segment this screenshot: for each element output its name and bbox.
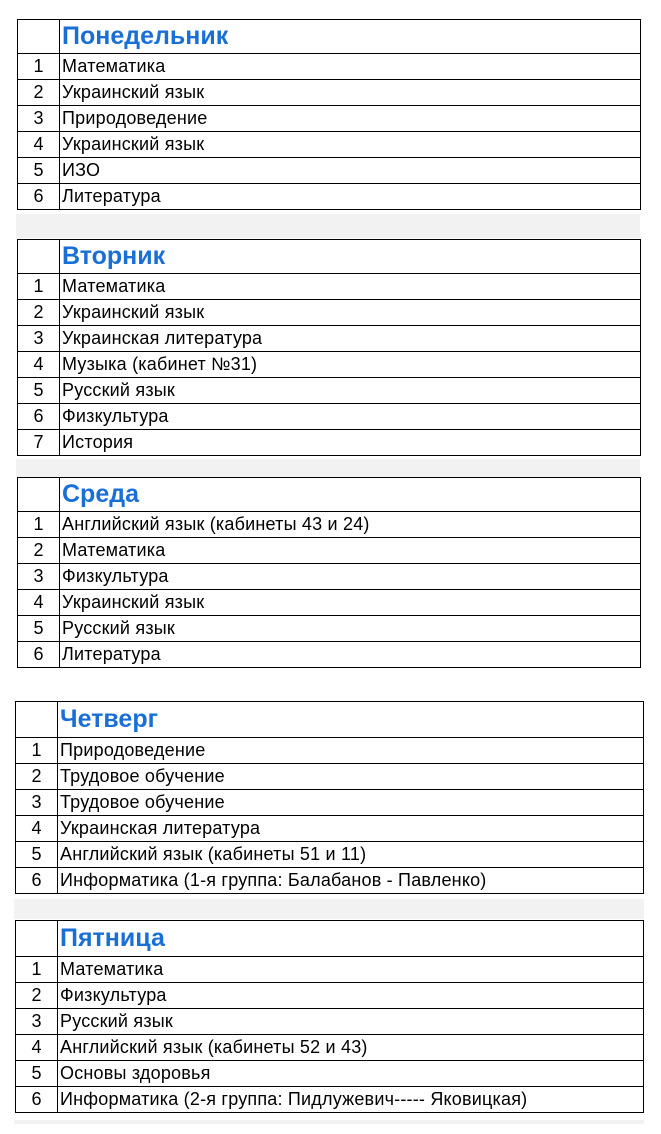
page-edge-top [16,214,640,238]
lesson-row [16,842,644,868]
day-header-row [18,20,641,54]
lesson-subject: Физкультура [58,983,644,1009]
lesson-number: 6 [16,1087,58,1113]
lesson-row [18,326,641,352]
lesson-row [16,1009,644,1035]
lesson-number: 6 [16,868,58,894]
day-table-tuesday [17,239,641,456]
day-header-blank [16,921,58,957]
lesson-row [18,158,641,184]
lesson-row [16,764,644,790]
lesson-number: 6 [18,404,60,430]
lesson-row [18,274,641,300]
lesson-number: 3 [18,106,60,132]
lesson-number: 5 [18,158,60,184]
lesson-row [18,80,641,106]
lesson-subject: Украинский язык [60,132,641,158]
lesson-number: 2 [18,80,60,106]
lesson-row [16,983,644,1009]
lesson-number: 3 [18,564,60,590]
lesson-number: 3 [16,790,58,816]
lesson-subject: Литература [60,184,641,210]
lesson-subject: Физкультура [60,404,641,430]
lesson-subject: Трудовое обучение [58,764,644,790]
lesson-row [18,642,641,668]
lesson-subject: Математика [60,54,641,80]
lesson-subject: Музыка (кабинет №31) [60,352,641,378]
lesson-row [16,738,644,764]
lesson-row [16,1061,644,1087]
lesson-subject: Информатика (1-я группа: Балабанов - Павленко) [58,868,644,894]
day-header-row [18,478,641,512]
lesson-subject: Русский язык [60,616,641,642]
lesson-number: 1 [18,274,60,300]
lesson-subject: Основы здоровья [58,1061,644,1087]
lesson-row [16,868,644,894]
lesson-subject: Украинская литература [58,816,644,842]
day-title: Понедельник [60,20,641,54]
lesson-number: 2 [16,983,58,1009]
day-header-blank [16,702,58,738]
lesson-row [18,132,641,158]
lesson-subject: Английский язык (кабинеты 43 и 24) [60,512,641,538]
lesson-row [18,300,641,326]
lesson-number: 1 [16,957,58,983]
lesson-subject: Математика [60,274,641,300]
lesson-number: 2 [18,300,60,326]
lesson-row [16,790,644,816]
lesson-subject: Физкультура [60,564,641,590]
day-table-monday [17,19,641,210]
lesson-row [18,512,641,538]
lesson-subject: История [60,430,641,456]
lesson-row [18,590,641,616]
lesson-subject: Природоведение [58,738,644,764]
lesson-subject: Математика [60,538,641,564]
lesson-subject: Трудовое обучение [58,790,644,816]
lesson-subject: ИЗО [60,158,641,184]
day-header-blank [18,478,60,512]
day-header-blank [18,20,60,54]
lesson-subject: Природоведение [60,106,641,132]
page-edge-mid [16,459,640,477]
lesson-number: 6 [18,184,60,210]
day-header-row [16,921,644,957]
lesson-number: 2 [18,538,60,564]
lesson-row [18,616,641,642]
page-edge-bottom [14,1120,644,1124]
lesson-row [18,404,641,430]
day-title: Четверг [58,702,644,738]
day-header-blank [18,240,60,274]
lesson-number: 7 [18,430,60,456]
lesson-row [18,352,641,378]
page-edge-mid2 [14,899,644,919]
lesson-number: 5 [18,378,60,404]
lesson-subject: Английский язык (кабинеты 51 и 11) [58,842,644,868]
lesson-number: 6 [18,642,60,668]
lesson-row [16,1035,644,1061]
lesson-row [18,430,641,456]
lesson-row [16,816,644,842]
lesson-row [18,564,641,590]
lesson-subject: Украинская литература [60,326,641,352]
lesson-number: 4 [18,590,60,616]
lesson-row [18,106,641,132]
lesson-number: 5 [16,1061,58,1087]
lesson-number: 5 [18,616,60,642]
lesson-number: 4 [18,132,60,158]
lesson-subject: Русский язык [60,378,641,404]
lesson-row [16,957,644,983]
lesson-row [18,378,641,404]
lesson-number: 1 [18,512,60,538]
day-title: Среда [60,478,641,512]
lesson-row [18,184,641,210]
day-table-wednesday [17,477,641,668]
day-title: Вторник [60,240,641,274]
lesson-row [16,1087,644,1113]
day-header-row [16,702,644,738]
lesson-number: 4 [16,816,58,842]
lesson-subject: Украинский язык [60,590,641,616]
lesson-number: 1 [16,738,58,764]
lesson-number: 5 [16,842,58,868]
lesson-number: 4 [16,1035,58,1061]
lesson-number: 2 [16,764,58,790]
lesson-subject: Литература [60,642,641,668]
lesson-subject: Математика [58,957,644,983]
lesson-subject: Украинский язык [60,80,641,106]
lesson-number: 1 [18,54,60,80]
lesson-number: 3 [18,326,60,352]
lesson-row [18,54,641,80]
lesson-number: 4 [18,352,60,378]
lesson-subject: Русский язык [58,1009,644,1035]
day-header-row [18,240,641,274]
day-title: Пятница [58,921,644,957]
lesson-subject: Украинский язык [60,300,641,326]
day-table-thursday [15,701,644,894]
lesson-subject: Информатика (2-я группа: Пидлужевич----- Яковицкая) [58,1087,644,1113]
lesson-number: 3 [16,1009,58,1035]
lesson-subject: Английский язык (кабинеты 52 и 43) [58,1035,644,1061]
lesson-row [18,538,641,564]
day-table-friday [15,920,644,1113]
